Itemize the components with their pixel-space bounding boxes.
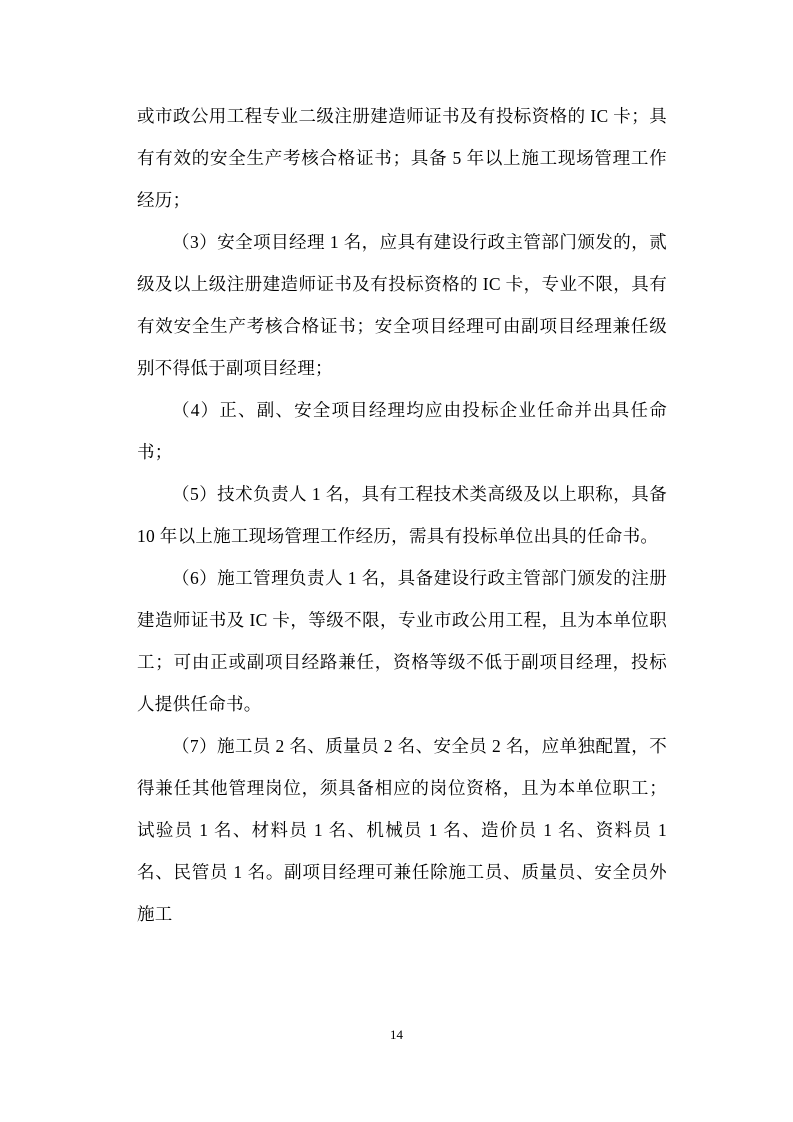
paragraph-continuation: 或市政公用工程专业二级注册建造师证书及有投标资格的 IC 卡；具有有效的安全生产考核合格证书；具备 5 年以上施工现场管理工作经历； (137, 106, 667, 210)
paragraph-item-3: （3）安全项目经理 1 名，应具有建设行政主管部门颁发的，贰级及以上级注册建造师证书及有投标资格的 IC 卡，专业不限，具有有效安全生产考核合格证书；安全项目经理可由副项目经理兼任级别不得低于副项目经理； (137, 232, 667, 378)
paragraph-item-6: （6）施工管理负责人 1 名，具备建设行政主管部门颁发的注册建造师证书及 IC 卡，等级不限，专业市政公用工程，且为本单位职工；可由正或副项目经路兼任，资格等级不低于副项目经理，投标人提供任命书。 (137, 568, 667, 714)
page-number: 14 (390, 1027, 403, 1042)
paragraph-item-5: （5）技术负责人 1 名，具有工程技术类高级及以上职称，具备 10 年以上施工现场管理工作经历，需具有投标单位出具的任命书。 (137, 484, 667, 546)
document-body (137, 95, 667, 935)
paragraph-item-7: （7）施工员 2 名、质量员 2 名、安全员 2 名，应单独配置，不得兼任其他管理岗位，须具备相应的岗位资格，且为本单位职工；试验员 1 名、材料员 1 名、机械员 1 名、造价员 1 名、资料员 1 名、民管员 1 名。副项目经理可兼任除施工员、质量员、安全员外施工 (137, 736, 667, 924)
paragraph-item-4: （4）正、副、安全项目经理均应由投标企业任命并出具任命书； (137, 400, 667, 462)
